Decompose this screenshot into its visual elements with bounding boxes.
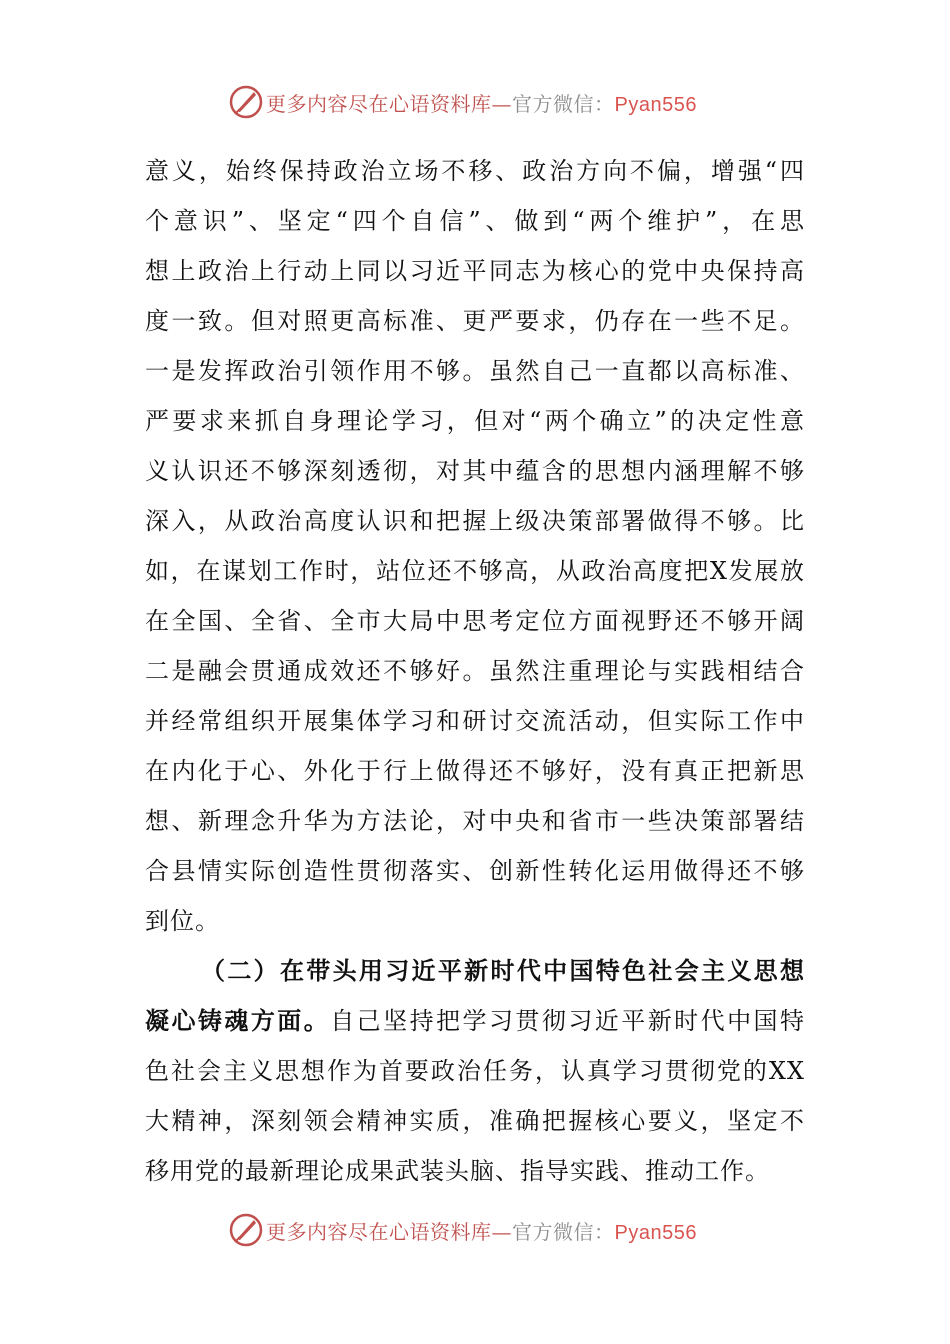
document-body	[145, 146, 805, 1196]
section-heading-line	[145, 996, 805, 1046]
body-line: 到位。	[145, 907, 220, 935]
body-line: 移用党的最新理论成果武装头脑、指导实践、推动工作。	[145, 1157, 770, 1185]
body-line: 并经常组织开展集体学习和研讨交流活动，但实际工作中	[145, 707, 805, 735]
body-line: 在内化于心、外化于行上做得还不够好，没有真正把新思	[145, 757, 805, 785]
quill-logo-icon	[228, 84, 264, 120]
section-heading-cont: 凝心铸魂方面。	[145, 1007, 331, 1035]
body-line: 在全国、全省、全市大局中思考定位方面视野还不够开阔	[145, 607, 805, 635]
section-text: 自己坚持把学习贯彻习近平新时代中国特	[330, 1007, 806, 1035]
section-heading: （二）在带头用习近平新时代中国特色社会主义思想	[201, 957, 805, 985]
body-line: 想、新理念升华为方法论，对中央和省市一些决策部署结	[145, 807, 805, 835]
banner-official-label: 官方微信：	[512, 92, 615, 116]
banner-main-text: 更多内容尽在心语资料库	[266, 92, 492, 116]
banner-wechat-id: Pyan556	[614, 94, 697, 116]
body-line: 大精神，深刻领会精神实质，准确把握核心要义，坚定不	[145, 1107, 805, 1135]
banner-text	[266, 1216, 697, 1245]
body-line: 合县情实际创造性贯彻落实、创新性转化运用做得还不够	[145, 857, 805, 885]
banner-text	[266, 88, 697, 117]
body-line: 意义，始终保持政治立场不移、政治方向不偏，增强“四	[145, 157, 805, 185]
body-line: 如，在谋划工作时，站位还不够高，从政治高度把X发展放	[145, 557, 805, 585]
body-line: 色社会主义思想作为首要政治任务，认真学习贯彻党的XX	[145, 1057, 805, 1085]
body-line: 严要求来抓自身理论学习，但对“两个确立”的决定性意	[145, 407, 805, 435]
quill-logo-icon	[228, 1212, 264, 1248]
body-line: 一是发挥政治引领作用不够。虽然自己一直都以高标准、	[145, 357, 805, 385]
body-line: 义认识还不够深刻透彻，对其中蕴含的思想内涵理解不够	[145, 457, 805, 485]
banner-main-text: 更多内容尽在心语资料库	[266, 1220, 492, 1244]
header-banner	[0, 82, 950, 122]
body-line: 二是融会贯通成效还不够好。虽然注重理论与实践相结合	[145, 657, 805, 685]
banner-official-label: 官方微信：	[512, 1220, 615, 1244]
body-line: 想上政治上行动上同以习近平同志为核心的党中央保持高	[145, 257, 805, 285]
footer-banner	[0, 1210, 950, 1250]
body-line: 个意识”、坚定“四个自信”、做到“两个维护”，在思	[145, 207, 805, 235]
body-line: 深入，从政治高度认识和把握上级决策部署做得不够。比	[145, 507, 805, 535]
banner-dash: —	[491, 92, 512, 116]
banner-wechat-id: Pyan556	[614, 1222, 697, 1244]
banner-dash: —	[491, 1220, 512, 1244]
body-line: 度一致。但对照更高标准、更严要求，仍存在一些不足。	[145, 307, 805, 335]
